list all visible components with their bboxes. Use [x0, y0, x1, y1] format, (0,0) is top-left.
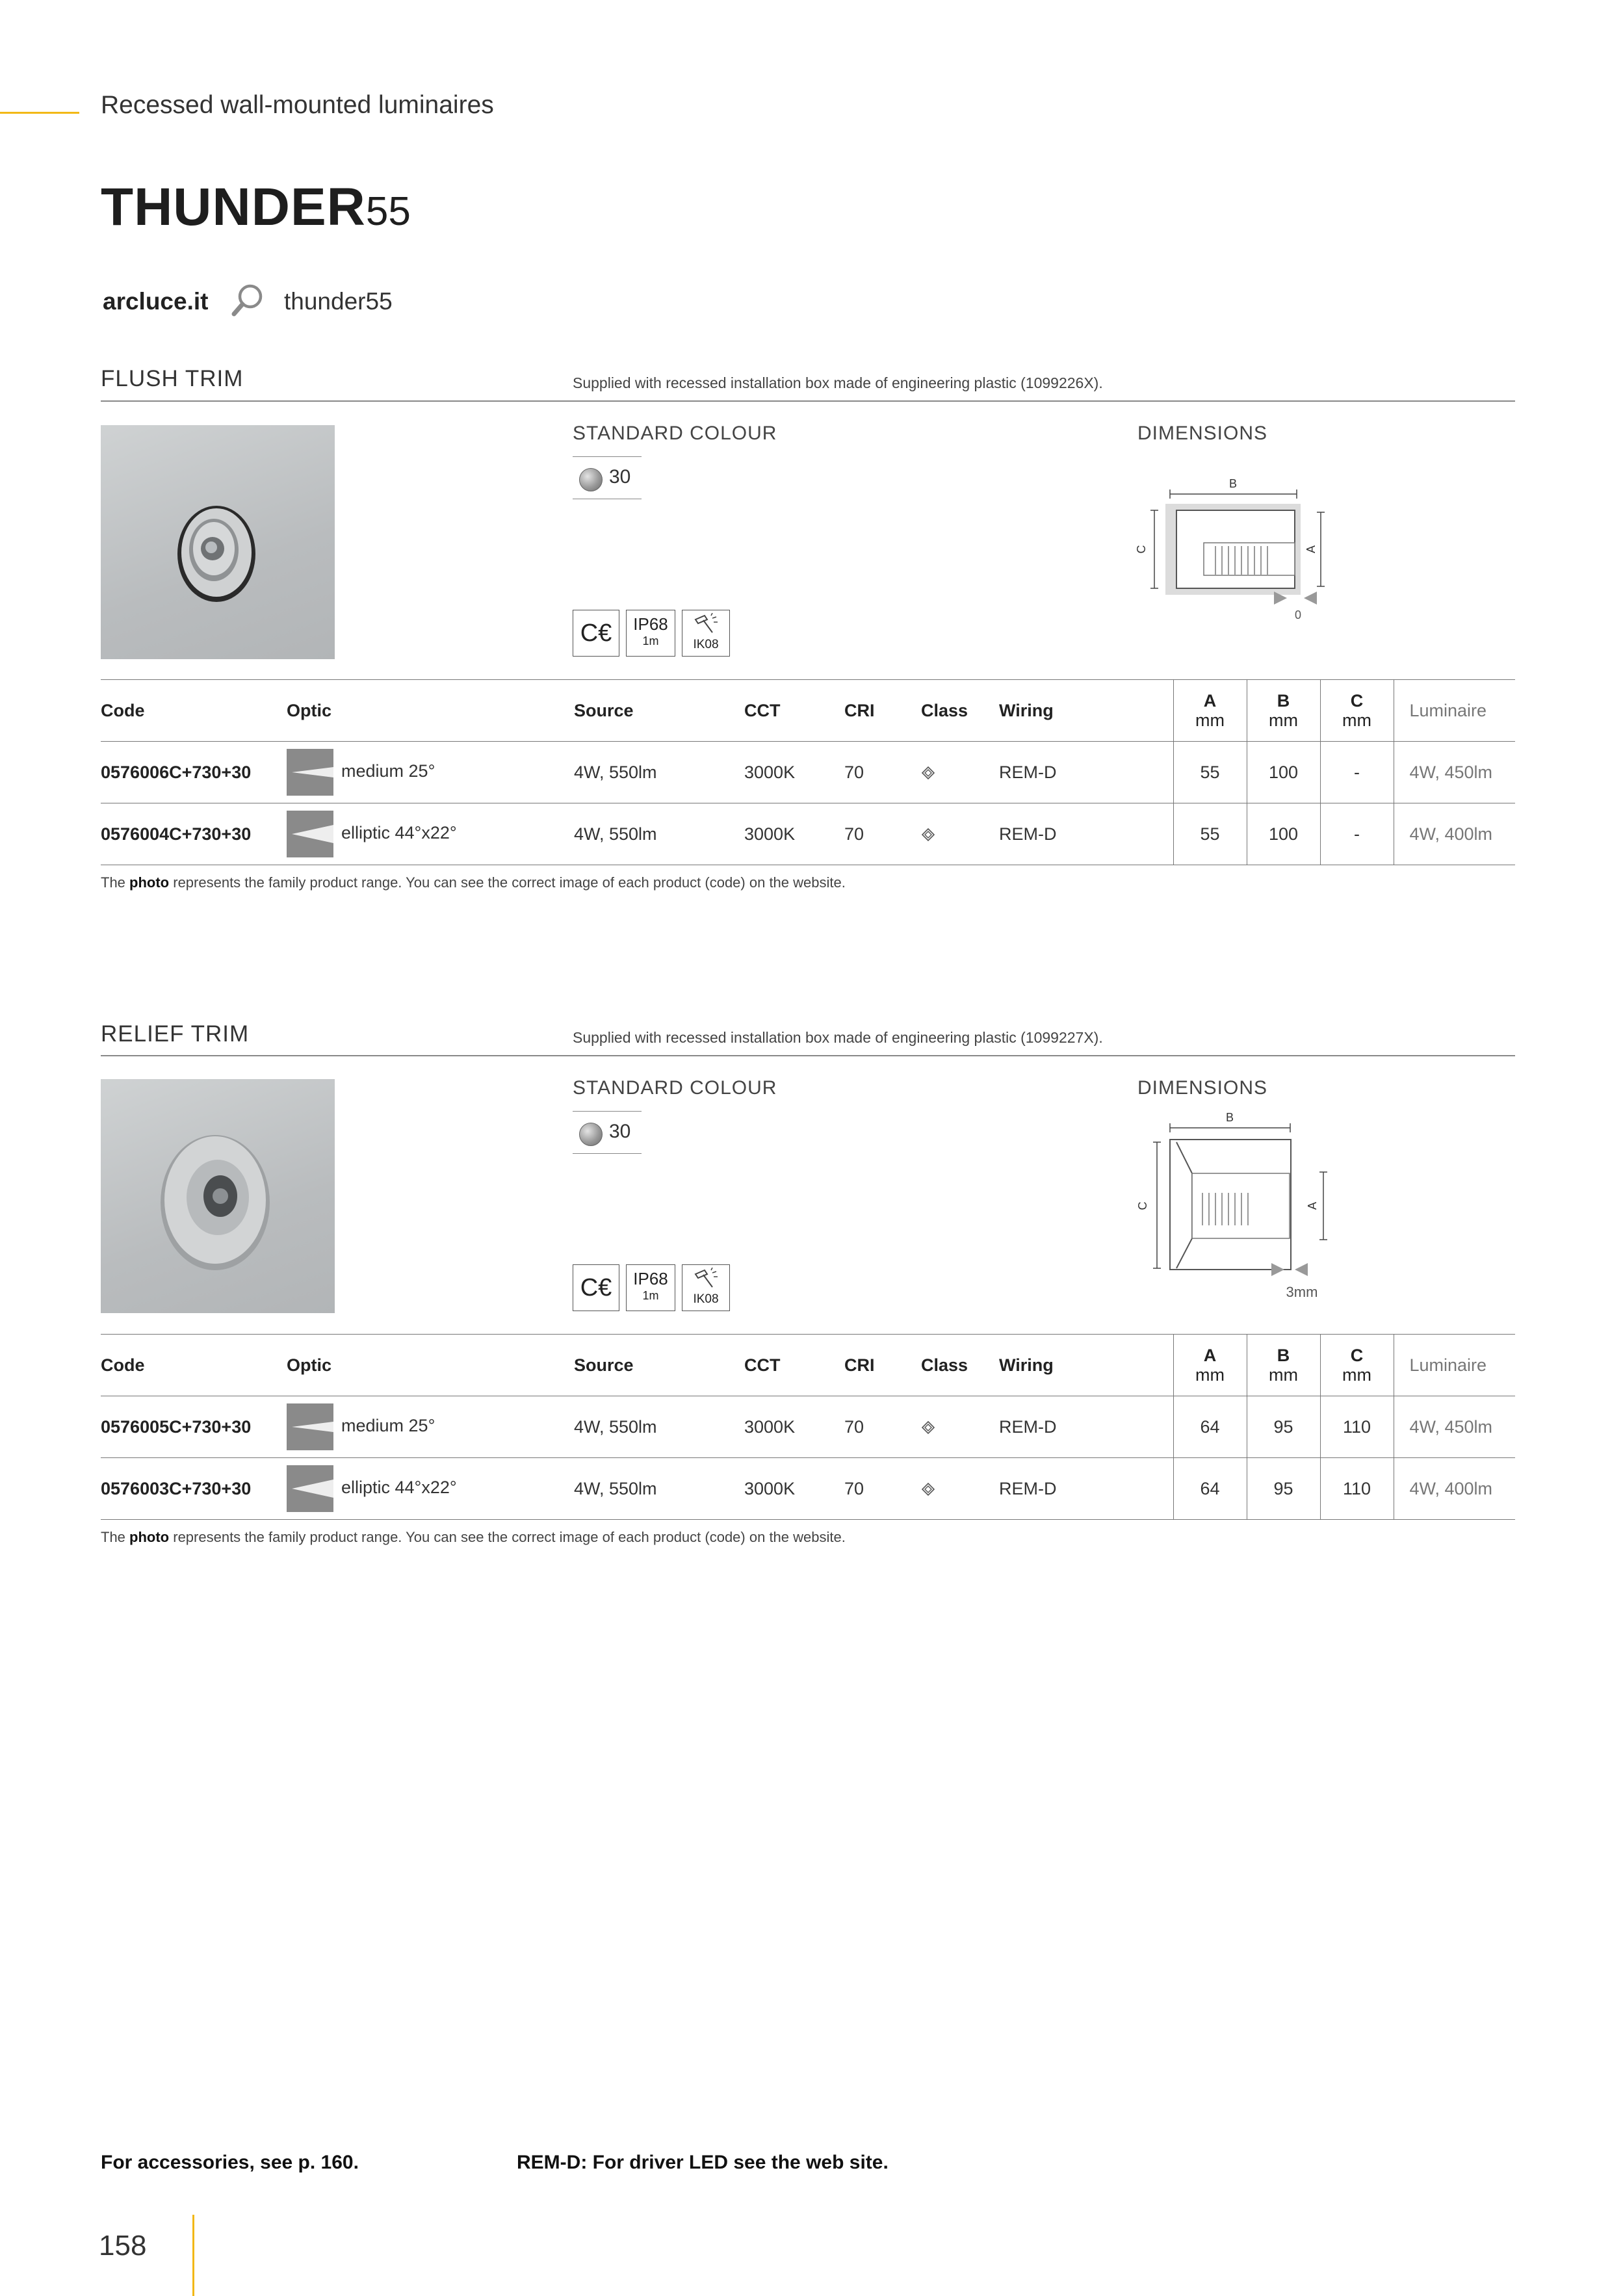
table-row [101, 1396, 1515, 1458]
colour-dot-icon [579, 1123, 603, 1146]
wiring-value: REM-D [999, 1458, 1173, 1520]
wiring-value: REM-D [999, 1396, 1173, 1458]
col-cct: CCT [744, 680, 844, 742]
col-luminaire: Luminaire [1394, 680, 1515, 742]
ip-rating-badge [626, 610, 675, 657]
cct-value: 3000K [744, 1396, 844, 1458]
ip-rating-badge [626, 1264, 675, 1311]
product-table [101, 1334, 1515, 1520]
col-wiring: Wiring [999, 680, 1173, 742]
col-c [1320, 1335, 1394, 1396]
cri-value: 70 [844, 803, 921, 865]
hammer-icon [692, 1268, 720, 1291]
table-header-row [101, 1335, 1515, 1396]
cct-value: 3000K [744, 742, 844, 803]
dim-label-c: C [1135, 545, 1148, 554]
colour-code: 30 [609, 1121, 631, 1142]
dimensions-drawing [1131, 468, 1339, 631]
ce-mark-icon: C€ [573, 1264, 619, 1311]
col-b [1247, 680, 1320, 742]
dim-c-value: 110 [1320, 1396, 1394, 1458]
luminaire-value: 4W, 400lm [1394, 803, 1515, 865]
col-b-unit: mm [1269, 711, 1298, 730]
class-cell [921, 742, 999, 803]
wiring-value: REM-D [999, 742, 1173, 803]
col-a [1173, 680, 1247, 742]
relief-trim-luminaire-icon [101, 1079, 335, 1313]
optic-elliptic-icon [287, 1465, 333, 1512]
col-class: Class [921, 680, 999, 742]
col-c-label: C [1350, 1346, 1364, 1365]
product-photo [101, 425, 335, 659]
table-row [101, 803, 1515, 865]
col-cct: CCT [744, 1335, 844, 1396]
supplied-note: Supplied with recessed installation box made of engineering plastic (1099227X). [573, 1029, 1103, 1046]
col-c [1320, 680, 1394, 742]
class-symbol-icon [921, 828, 935, 842]
class-cell [921, 1396, 999, 1458]
col-class: Class [921, 1335, 999, 1396]
col-cri: CRI [844, 1335, 921, 1396]
col-b [1247, 1335, 1320, 1396]
note-post: represents the family product range. You can see the correct image of each product (code) on the website. [169, 874, 846, 891]
remd-note: REM-D: For driver LED see the web site. [517, 2152, 889, 2173]
cri-value: 70 [844, 1458, 921, 1520]
ce-mark-icon: C€ [573, 610, 619, 657]
dim-b-value: 95 [1247, 1458, 1320, 1520]
product-photo [101, 1079, 335, 1313]
category-title: Recessed wall-mounted luminaires [101, 91, 494, 119]
luminaire-value: 4W, 450lm [1394, 1396, 1515, 1458]
dim-label-a: A [1305, 545, 1318, 554]
optic-cell [287, 803, 574, 865]
product-title-main: THUNDER [101, 177, 366, 237]
dim-label-b: B [1228, 477, 1238, 490]
col-wiring: Wiring [999, 1335, 1173, 1396]
col-source: Source [574, 1335, 744, 1396]
class-symbol-icon [921, 1482, 935, 1496]
col-a-label: A [1203, 1346, 1217, 1365]
colour-swatch [573, 456, 642, 499]
ip-rating: IP68 [633, 1269, 668, 1288]
wiring-value: REM-D [999, 803, 1173, 865]
col-a-unit: mm [1195, 711, 1225, 730]
luminaire-value: 4W, 400lm [1394, 1458, 1515, 1520]
ik-rating: IK08 [693, 1292, 719, 1306]
source-value: 4W, 550lm [574, 1458, 744, 1520]
col-luminaire: Luminaire [1394, 1335, 1515, 1396]
cri-value: 70 [844, 1396, 921, 1458]
footer-accent-line [192, 2215, 194, 2296]
optic-medium-icon [287, 1403, 333, 1450]
cct-value: 3000K [744, 803, 844, 865]
table-row [101, 742, 1515, 803]
col-optic: Optic [287, 1335, 574, 1396]
flush-trim-luminaire-icon [101, 425, 335, 659]
accessories-note: For accessories, see p. 160. [101, 2152, 359, 2173]
ip-depth: 1m [642, 1289, 659, 1302]
class-cell [921, 803, 999, 865]
cct-value: 3000K [744, 1458, 844, 1520]
magnifier-icon[interactable] [229, 282, 265, 319]
col-c-unit: mm [1342, 711, 1371, 730]
optic-elliptic-icon [287, 811, 333, 857]
photo-note [101, 1529, 846, 1546]
product-title [101, 177, 411, 238]
supplied-note: Supplied with recessed installation box made of engineering plastic (1099226X). [573, 374, 1103, 391]
dimensions-label: DIMENSIONS [1137, 1077, 1268, 1099]
product-code[interactable]: 0576006C+730+30 [101, 742, 287, 803]
dimensions-label: DIMENSIONS [1137, 423, 1268, 444]
dim-offset: 3mm [1286, 1284, 1318, 1300]
class-symbol-icon [921, 766, 935, 780]
ik-rating-badge [682, 1264, 730, 1311]
luminaire-value: 4W, 450lm [1394, 742, 1515, 803]
col-b-unit: mm [1269, 1365, 1298, 1385]
hammer-icon [692, 613, 720, 636]
table-row [101, 1458, 1515, 1520]
col-b-label: B [1277, 1346, 1290, 1365]
section-title: FLUSH TRIM [101, 366, 244, 391]
search-keyword: thunder55 [284, 288, 393, 315]
dim-label-b: B [1225, 1111, 1234, 1124]
table-header-row [101, 680, 1515, 742]
col-code: Code [101, 1335, 287, 1396]
class-cell [921, 1458, 999, 1520]
note-pre: The [101, 874, 130, 891]
optic-name: elliptic 44°x22° [341, 823, 457, 843]
class-symbol-icon [921, 1420, 935, 1435]
product-title-number: 55 [365, 189, 411, 234]
section-rule [101, 400, 1515, 402]
photo-note [101, 874, 846, 891]
dim-a-value: 64 [1173, 1458, 1247, 1520]
col-code: Code [101, 680, 287, 742]
product-code[interactable]: 0576004C+730+30 [101, 803, 287, 865]
page-number: 158 [99, 2230, 147, 2262]
col-a-label: A [1203, 691, 1217, 711]
colour-dot-icon [579, 468, 603, 491]
col-a [1173, 1335, 1247, 1396]
optic-cell [287, 742, 574, 803]
col-b-label: B [1277, 691, 1290, 711]
site-link[interactable]: arcluce.it [103, 288, 209, 315]
colour-swatch [573, 1111, 642, 1154]
section-title: RELIEF TRIM [101, 1021, 250, 1047]
col-optic: Optic [287, 680, 574, 742]
source-value: 4W, 550lm [574, 1396, 744, 1458]
section-rule [101, 1055, 1515, 1056]
source-value: 4W, 550lm [574, 803, 744, 865]
optic-name: medium 25° [341, 1416, 435, 1436]
ik-rating-badge [682, 610, 730, 657]
col-a-unit: mm [1195, 1365, 1225, 1385]
col-c-unit: mm [1342, 1365, 1371, 1385]
dim-b-value: 95 [1247, 1396, 1320, 1458]
ip-depth: 1m [642, 634, 659, 647]
dim-a-value: 55 [1173, 742, 1247, 803]
note-bold: photo [129, 1529, 170, 1545]
colour-code: 30 [609, 466, 631, 488]
dim-c-value: - [1320, 742, 1394, 803]
dim-label-a: A [1306, 1201, 1319, 1210]
cri-value: 70 [844, 742, 921, 803]
note-pre: The [101, 1529, 130, 1545]
optic-cell [287, 1396, 574, 1458]
dimensions-drawing [1131, 1102, 1339, 1310]
dim-offset: 0 [1294, 608, 1302, 621]
col-cri: CRI [844, 680, 921, 742]
dim-a-value: 55 [1173, 803, 1247, 865]
product-code[interactable]: 0576005C+730+30 [101, 1396, 287, 1458]
dim-c-value: - [1320, 803, 1394, 865]
optic-medium-icon [287, 749, 333, 796]
dim-label-c: C [1136, 1201, 1149, 1210]
standard-colour-label: STANDARD COLOUR [573, 1077, 777, 1099]
dim-a-value: 64 [1173, 1396, 1247, 1458]
dim-b-value: 100 [1247, 803, 1320, 865]
col-source: Source [574, 680, 744, 742]
header-accent-line [0, 112, 79, 114]
optic-name: medium 25° [341, 761, 435, 781]
note-post: represents the family product range. You can see the correct image of each product (code) on the website. [169, 1529, 846, 1545]
standard-colour-label: STANDARD COLOUR [573, 423, 777, 444]
note-bold: photo [129, 874, 170, 891]
product-table [101, 679, 1515, 865]
dim-c-value: 110 [1320, 1458, 1394, 1520]
product-code[interactable]: 0576003C+730+30 [101, 1458, 287, 1520]
dim-b-value: 100 [1247, 742, 1320, 803]
col-c-label: C [1350, 691, 1364, 711]
ip-rating: IP68 [633, 614, 668, 634]
source-value: 4W, 550lm [574, 742, 744, 803]
optic-cell [287, 1458, 574, 1520]
ik-rating: IK08 [693, 638, 719, 651]
optic-name: elliptic 44°x22° [341, 1478, 457, 1498]
